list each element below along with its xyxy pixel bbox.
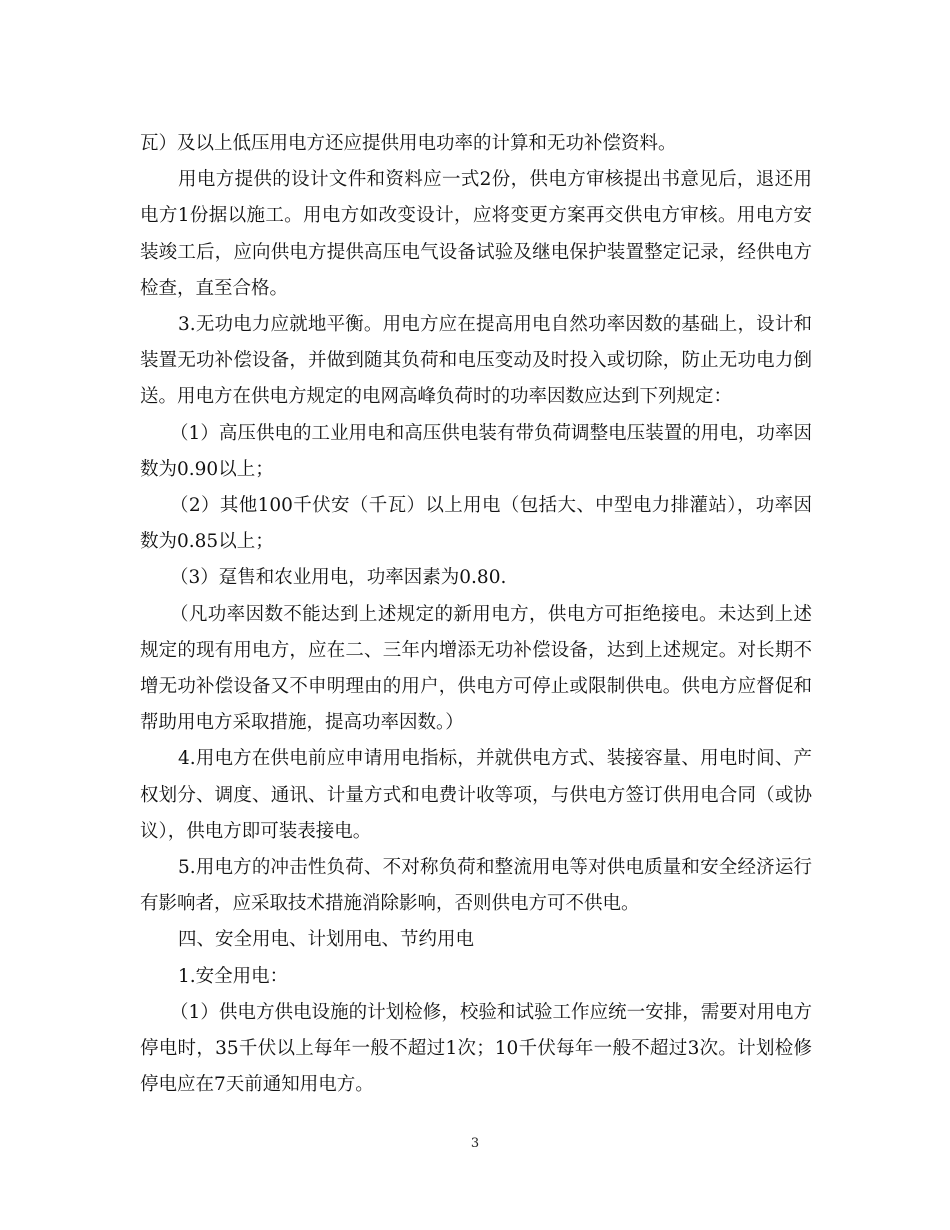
paragraph-item-2: （2）其他100千伏安（千瓦）以上用电（包括大、中型电力排灌站），功率因数为0.85以上；: [140, 495, 812, 553]
paragraph-application: 4.用电方在供电前应申请用电指标，并就供电方式、装接容量、用电时间、产权划分、调度、通讯、计量方式和电费计收等项，与供电方签订供用电合同（或协议），供电方即可装表接电。: [140, 748, 812, 842]
paragraph-impact-loads: 5.用电方的冲击性负荷、不对称负荷和整流用电等对供电质量和安全经济运行有影响者，应采取技术措施消除影响，否则供电方可不供电。: [140, 857, 812, 915]
subsection-heading: 1.安全用电：: [178, 965, 289, 987]
paragraph-item-1: （1）高压供电的工业用电和高压供电装有带负荷调整电压装置的用电，功率因数为0.90以上；: [140, 422, 812, 480]
page-number: 3: [470, 1136, 480, 1151]
paragraph-maintenance: （1）供电方供电设施的计划检修，校验和试验工作应统一安排，需要对用电方停电时，35千伏以上每年一般不超过1次；10千伏每年一般不超过3次。计划检修停电应在7天前通知用电方。: [140, 1001, 812, 1096]
paragraph-design-documents: 用电方提供的设计文件和资料应一式2份，供电方审核提出书意见后，退还用电方1份据以施工。用电方如改变设计，应将变更方案再交供电方审核。用电方安装竣工后，应向供电方提供高压电气设备试验及继电保护装置整定记录，经供电方检查，直至合格。: [140, 169, 812, 299]
paragraph-item-3: （3）趸售和农业用电，功率因素为0.80.: [170, 567, 507, 589]
paragraph-note: （凡功率因数不能达到上述规定的新用电方，供电方可拒绝接电。未达到上述规定的现有用电方，应在二、三年内增添无功补偿设备，达到上述规定。对长期不增无功补偿设备又不申明理由的用户，供电方可停止或限制供电。供电方应督促和帮助用电方采取措施，提高功率因数。）: [140, 603, 812, 734]
document-body: [140, 126, 812, 1103]
section-heading: 四、安全用电、计划用电、节约用电: [178, 929, 475, 951]
paragraph-reactive-power: 3.无功电力应就地平衡。用电方应在提高用电自然功率因数的基础上，设计和装置无功补偿设备，并做到随其负荷和电压变动及时投入或切除，防止无功电力倒送。用电方在供电方规定的电网高峰负荷时的功率因数应达到下列规定：: [140, 314, 812, 408]
paragraph-continuation: 瓦）及以上低压用电方还应提供用电功率的计算和无功补偿资料。: [140, 133, 677, 154]
